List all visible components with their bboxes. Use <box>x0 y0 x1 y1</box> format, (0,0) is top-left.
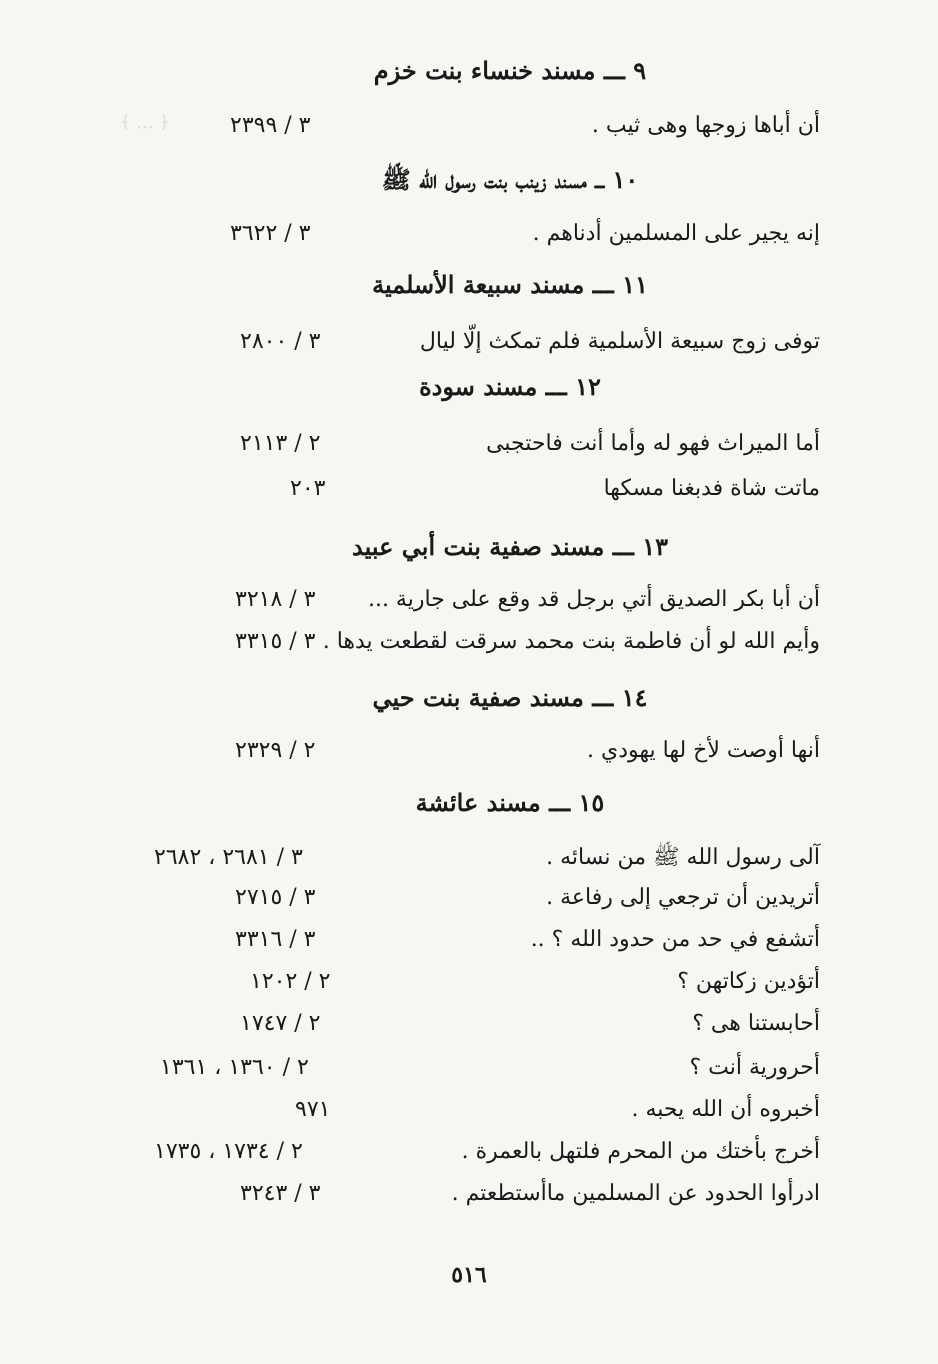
index-entry <box>140 1050 820 1086</box>
entry-text: أحابستنا هى ؟ <box>692 1011 820 1036</box>
entry-reference: ٣ / ٣٦٢٢ <box>230 221 311 246</box>
entry-reference: ٢ / ٢١١٣ <box>240 431 321 456</box>
entry-text: أتشفع في حد من حدود الله ؟ .. <box>530 927 820 952</box>
entry-text: أن أبا بكر الصديق أتي برجل قد وقع على جارية ... <box>367 587 820 612</box>
index-entry <box>140 471 820 507</box>
entry-text: أن أباها زوجها وهى ثيب . <box>591 113 820 138</box>
entry-reference: ٢ / ١٧٤٧ <box>240 1011 321 1036</box>
index-entry <box>140 840 820 876</box>
index-entry <box>140 733 820 769</box>
index-entry <box>140 216 820 252</box>
index-entry <box>140 922 820 958</box>
section-heading-11: ١١ ـــ مسند سبيعة الأسلمية <box>372 270 648 299</box>
entry-reference: ٣ / ٢٣٩٩ <box>230 113 311 138</box>
entry-text: ماتت شاة فدبغنا مسكها <box>603 476 820 501</box>
entry-reference: ٣ / ٣٣١٦ <box>235 927 316 952</box>
entry-reference: ٢ / ١٣٦٠ ، ١٣٦١ <box>160 1055 309 1080</box>
entry-reference: ٢ / ١٧٣٤ ، ١٧٣٥ <box>154 1139 303 1164</box>
index-entry <box>140 964 820 1000</box>
index-entry <box>140 426 820 462</box>
entry-text: إنه يجير على المسلمين أدناهم . <box>532 221 820 246</box>
section-heading-10: ١٠ ـــ مسند زينب بنت رسول الله ﷺ <box>381 165 639 194</box>
entry-text: وأيم الله لو أن فاطمة بنت محمد سرقت لقطعت يدها . <box>322 629 820 654</box>
index-entry <box>140 1092 820 1128</box>
entry-text: أتؤدين زكاتهن ؟ <box>677 969 820 994</box>
entry-text: أنها أوصت لأخ لها يهودي . <box>587 738 820 763</box>
section-heading-14: ١٤ ـــ مسند صفية بنت حيي <box>372 683 648 712</box>
bleed-through-text: ﴿ ... ﴾ <box>120 112 170 133</box>
section-heading-15: ١٥ ـــ مسند عائشة <box>415 788 605 817</box>
entry-text: ادرأوا الحدود عن المسلمين ماأستطعتم . <box>451 1181 820 1206</box>
index-entry <box>140 1006 820 1042</box>
page-number: ٥١٦ <box>451 1262 487 1288</box>
section-heading-13: ١٣ ـــ مسند صفية بنت أبي عبيد <box>352 532 668 561</box>
index-entry <box>140 1176 820 1212</box>
entry-reference: ٣ / ٣٢١٨ <box>235 587 316 612</box>
entry-text: أتريدين أن ترجعي إلى رفاعة . <box>546 885 820 910</box>
entry-text: أحرورية أنت ؟ <box>689 1055 820 1080</box>
entry-text: أخرج بأختك من المحرم فلتهل بالعمرة . <box>461 1139 820 1164</box>
index-entry <box>140 880 820 916</box>
entry-reference: ٣ / ٣٣١٥ <box>235 629 316 654</box>
index-entry <box>140 1134 820 1170</box>
entry-reference: ٣ / ٢٦٨١ ، ٢٦٨٢ <box>154 845 303 870</box>
entry-text: توفى زوج سبيعة الأسلمية فلم تمكث إلّا ليال <box>419 329 820 354</box>
entry-reference: ٢ / ١٢٠٢ <box>250 969 331 994</box>
index-entry <box>140 624 820 660</box>
entry-reference: ٣ / ٢٧١٥ <box>235 885 316 910</box>
entry-text: أخبروه أن الله يحبه . <box>631 1097 820 1122</box>
entry-text: أما الميراث فهو له وأما أنت فاحتجبى <box>486 431 820 456</box>
entry-reference: ٣ / ٢٨٠٠ <box>240 329 321 354</box>
section-heading-9: ٩ ـــ مسند خنساء بنت خزم <box>373 56 647 85</box>
index-entry <box>140 582 820 618</box>
section-heading-12: ١٢ ـــ مسند سودة <box>419 372 601 401</box>
entry-text: آلى رسول الله ﷺ من نسائه . <box>546 845 820 870</box>
entry-reference: ٢٠٣ <box>290 476 326 501</box>
entry-reference: ٩٧١ <box>295 1097 331 1122</box>
entry-reference: ٣ / ٣٢٤٣ <box>240 1181 321 1206</box>
index-entry <box>140 108 820 144</box>
entry-reference: ٢ / ٢٣٢٩ <box>235 738 316 763</box>
index-entry <box>140 324 820 360</box>
